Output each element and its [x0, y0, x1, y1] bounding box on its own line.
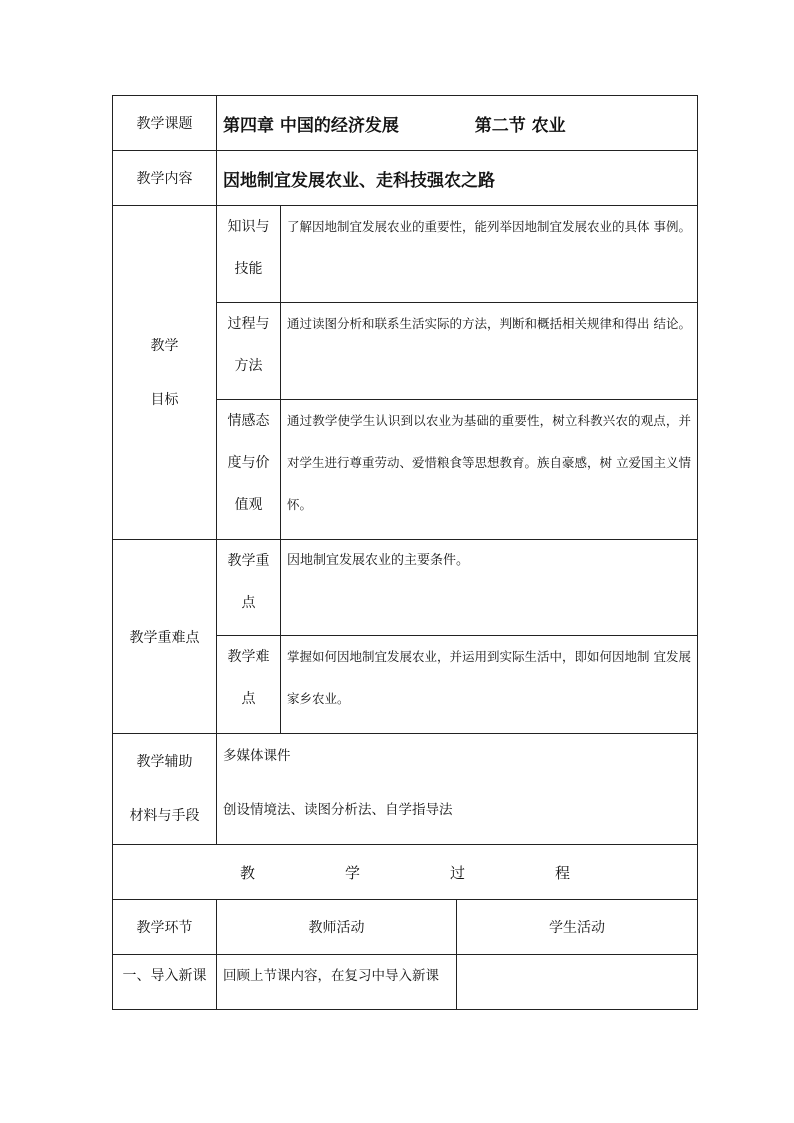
student-cell — [457, 955, 698, 1010]
col-student: 学生活动 — [457, 900, 698, 955]
goal-text-knowledge: 了解因地制宜发展农业的重要性，能列举因地制宜发展农业的具体 事例。 — [281, 206, 698, 303]
goal-sub-text: 度与价 — [227, 455, 270, 471]
aids-label-line2: 材料与手段 — [129, 808, 200, 824]
stage-cell: 一、导入新课 — [113, 955, 217, 1010]
focus-sub-text: 点 — [241, 595, 256, 611]
process-heading-char: 教 — [239, 863, 255, 882]
title-section: 第二节 农业 — [474, 115, 566, 136]
aids-row — [113, 734, 698, 845]
title-value — [217, 96, 698, 151]
process-heading — [113, 845, 698, 900]
col-stage: 教学环节 — [113, 900, 217, 955]
goals-label-line1: 教学 — [150, 337, 179, 354]
process-heading-char: 过 — [449, 863, 465, 882]
process-heading-char: 程 — [554, 863, 570, 882]
goal-sub-text: 过程与 — [227, 316, 270, 332]
title-chapter: 第四章 中国的经济发展 — [223, 115, 399, 136]
goal-sub-text: 情感态 — [227, 413, 270, 429]
process-heading-row — [113, 845, 698, 900]
process-heading-char: 学 — [344, 863, 360, 882]
goal-sub-text: 技能 — [234, 261, 263, 277]
aids-line1: 多媒体课件 — [223, 748, 291, 764]
difficulty-sub — [217, 636, 281, 734]
focus-row — [113, 540, 698, 636]
goal-sub-emotion — [217, 400, 281, 540]
col-teacher: 教师活动 — [217, 900, 457, 955]
teacher-cell: 回顾上节课内容，在复习中导入新课 — [217, 955, 457, 1010]
focus-text: 因地制宜发展农业的主要条件。 — [281, 540, 698, 636]
goals-label — [113, 206, 217, 540]
difficulty-sub-text: 教学难 — [227, 649, 270, 665]
focus-sub-text: 教学重 — [227, 553, 270, 569]
title-row — [113, 96, 698, 151]
title-label: 教学课题 — [113, 96, 217, 151]
lesson-plan-table — [112, 95, 698, 1010]
difficulty-text: 掌握如何因地制宜发展农业，并运用到实际生活中，即如何因地制 宜发展家乡农业。 — [281, 636, 698, 734]
aids-value — [217, 734, 698, 845]
goal-row-knowledge — [113, 206, 698, 303]
process-columns-row — [113, 900, 698, 955]
goal-text-process: 通过读图分析和联系生活实际的方法，判断和概括相关规律和得出 结论。 — [281, 303, 698, 400]
goal-sub-text: 值观 — [234, 497, 263, 513]
aids-label — [113, 734, 217, 845]
content-row — [113, 151, 698, 206]
goal-text-emotion: 通过教学使学生认识到以农业为基础的重要性，树立科教兴农的观点，并对学生进行尊重劳动、爱惜粮食等思想教育。族自豪感，树 立爱国主义情怀。 — [281, 400, 698, 540]
goal-sub-process — [217, 303, 281, 400]
key-points-label: 教学重难点 — [113, 540, 217, 734]
process-row — [113, 955, 698, 1010]
content-value: 因地制宜发展农业、走科技强农之路 — [217, 151, 698, 206]
aids-line2: 创设情境法、读图分析法、自学指导法 — [223, 802, 453, 818]
goals-label-line2: 目标 — [150, 391, 179, 408]
aids-label-line1: 教学辅助 — [136, 754, 193, 770]
goal-sub-text: 方法 — [234, 358, 263, 374]
goal-sub-knowledge — [217, 206, 281, 303]
difficulty-sub-text: 点 — [241, 691, 256, 707]
content-label: 教学内容 — [113, 151, 217, 206]
focus-sub — [217, 540, 281, 636]
goal-sub-text: 知识与 — [227, 219, 270, 235]
